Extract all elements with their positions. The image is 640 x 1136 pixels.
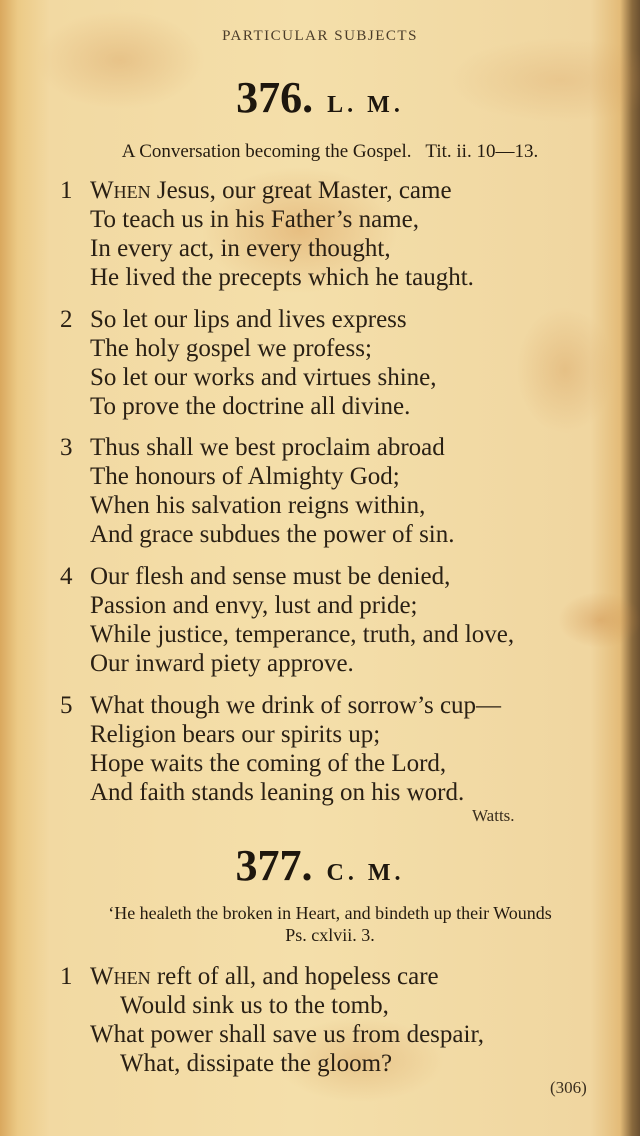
hymn-376-stanza-3 <box>0 433 640 549</box>
verse-line: When reft of all, and hopeless care <box>90 963 439 990</box>
scripture-reference: Ps. cxlvii. 3. <box>285 925 375 945</box>
verse-line: Passion and envy, lust and pride; <box>90 592 418 619</box>
hymn-376-stanza-5 <box>0 691 640 807</box>
hymn-376-subtitle: A Conversation becoming the Gospel. Tit. ii. 10—13. <box>121 141 539 162</box>
stanza-number: 3 <box>60 434 73 461</box>
hymn-377-stanza-1 <box>0 962 640 1078</box>
stanza-number: 2 <box>60 306 73 333</box>
stanza-number: 4 <box>60 563 73 590</box>
verse-line: The honours of Almighty God; <box>90 463 400 490</box>
verse-line: Our flesh and sense must be denied, <box>90 563 451 590</box>
verse-line: What though we drink of sorrow’s cup— <box>90 692 502 719</box>
page-number: (306) <box>550 1078 587 1097</box>
stanza-number: 1 <box>60 177 73 204</box>
verse-line: What, dissipate the gloom? <box>120 1050 393 1077</box>
verse-line: And faith stands leaning on his word. <box>90 779 465 806</box>
verse-line: To teach us in his Father’s name, <box>90 206 419 233</box>
verse-line: Religion bears our spirits up; <box>90 721 381 748</box>
verse-line: Thus shall we best proclaim abroad <box>90 434 445 461</box>
verse-line: Our inward piety approve. <box>90 650 354 677</box>
hymn-376-heading <box>0 72 640 123</box>
stanza-number: 1 <box>60 963 73 990</box>
hymn-number: 376. <box>236 73 314 122</box>
verse-line: And grace subdues the power of sin. <box>90 521 455 548</box>
verse-line: When Jesus, our great Master, came <box>90 177 452 204</box>
verse-line: To prove the doctrine all divine. <box>90 393 411 420</box>
hymn-author: Watts. <box>472 806 515 825</box>
verse-line: The holy gospel we profess; <box>90 335 372 362</box>
verse-line: While justice, temperance, truth, and love, <box>90 621 515 648</box>
hymn-meter: C. M. <box>326 860 405 886</box>
hymn-377-subtitle <box>10 902 640 946</box>
hymn-number: 377. <box>235 841 313 890</box>
stanza-number: 5 <box>60 692 73 719</box>
verse-line: So let our lips and lives express <box>90 306 407 333</box>
hymn-meter: L. M. <box>327 92 404 118</box>
verse-line: In every act, in every thought, <box>90 235 391 262</box>
hymn-376-stanza-1 <box>0 176 640 292</box>
hymn-377-heading <box>0 840 640 891</box>
verse-line: He lived the precepts which he taught. <box>90 264 474 291</box>
verse-line: Hope waits the coming of the Lord, <box>90 750 447 777</box>
running-head: PARTICULAR SUBJECTS <box>222 28 418 44</box>
hymn-376-stanza-2 <box>0 305 640 421</box>
hymn-376-stanza-4 <box>0 562 640 678</box>
verse-line: When his salvation reigns within, <box>90 492 426 519</box>
verse-line: So let our works and virtues shine, <box>90 364 437 391</box>
verse-line: Would sink us to the tomb, <box>120 992 389 1019</box>
subtitle-text: ‘He healeth the broken in Heart, and bindeth up their Wounds <box>108 903 552 923</box>
verse-line: What power shall save us from despair, <box>90 1021 485 1048</box>
